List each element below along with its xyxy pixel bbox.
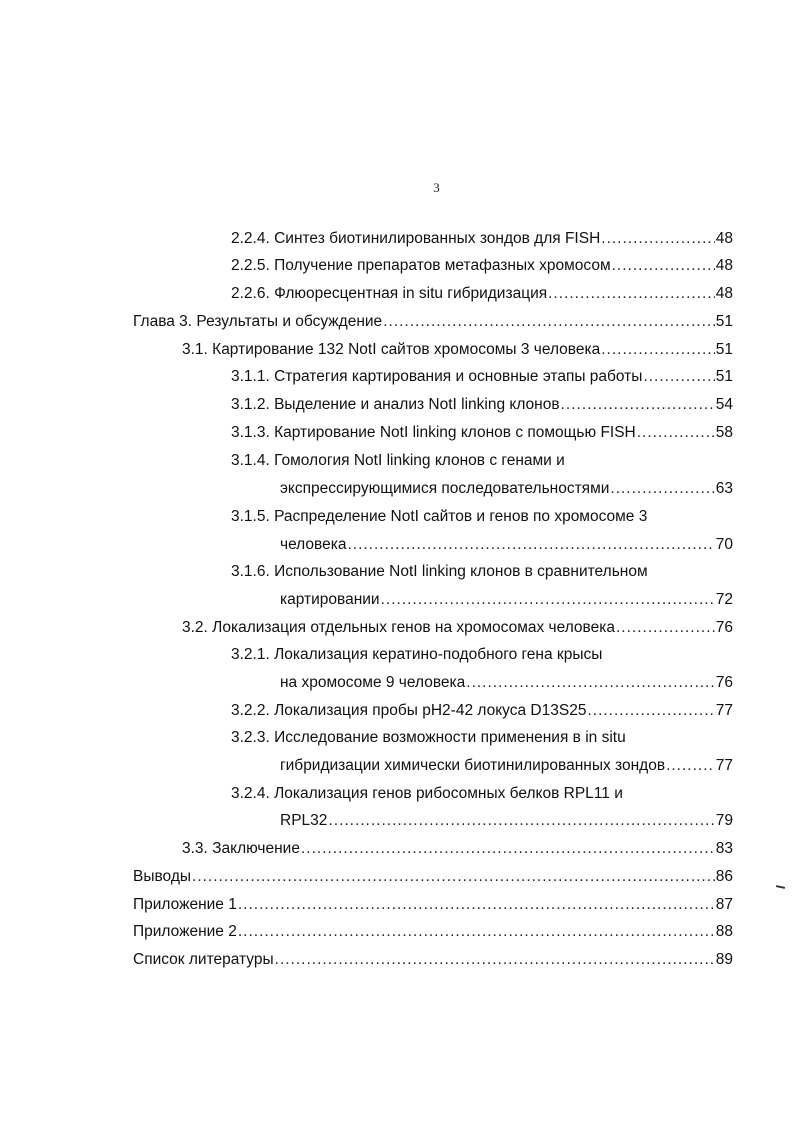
toc-entry-page: 76: [715, 619, 733, 636]
toc-entry-page: 87: [715, 896, 733, 913]
toc-entry-page: 70: [715, 536, 733, 553]
toc-entry-title: 3.1.2. Выделение и анализ NotI linking клонов: [231, 396, 560, 413]
toc-entry-appendix-1: [133, 895, 733, 915]
toc-entry-title: 3.1.3. Картирование NotI linking клонов с помощью FISH: [231, 424, 636, 441]
dot-leader: [192, 867, 715, 887]
dot-leader: [601, 340, 715, 360]
toc-entry-title: 3.1.1. Стратегия картирования и основные этапы работы: [231, 368, 643, 385]
dot-leader: [561, 395, 715, 415]
toc-entry-page: 51: [715, 313, 733, 330]
toc-entry-3-1: [182, 340, 733, 360]
dot-leader: [616, 618, 715, 638]
toc-entry-page: 54: [715, 396, 733, 413]
toc-entry-3-1-6-line2: [280, 590, 733, 610]
toc-entry-page: 48: [715, 257, 733, 274]
toc-entry-title: 3.3. Заключение: [182, 840, 300, 857]
toc-entry-title: 3.2.4. Локализация генов рибосомных белков RPL11 и: [231, 785, 623, 802]
toc-entry-page: 79: [715, 812, 733, 829]
toc-entry-title: 3.2.1. Локализация кератино-подобного гена крысы: [231, 646, 603, 663]
dot-leader: [301, 839, 715, 859]
toc-entry-3-1-4-line2: [280, 479, 733, 499]
toc-entry-title: 2.2.4. Синтез биотинилированных зондов для FISH: [231, 230, 601, 247]
toc-entry-3-1-5-line2: [280, 535, 733, 555]
toc-entry-appendix-2: [133, 922, 733, 942]
toc-entry-3-1-4-line1: [231, 451, 565, 471]
toc-entry-page: 72: [715, 591, 733, 608]
toc-entry-page: 58: [715, 424, 733, 441]
toc-entry-title-continued: на хромосоме 9 человека: [280, 674, 466, 691]
toc-entry-title: 2.2.5. Получение препаратов метафазных хромосом: [231, 257, 611, 274]
toc-entry-title: 3.1.4. Гомология NotI linking клонов с генами и: [231, 452, 565, 469]
toc-entry-3-2-1-line1: [231, 645, 602, 665]
dot-leader: [328, 811, 714, 831]
toc-entry-title: 3.2. Локализация отдельных генов на хромосомах человека: [182, 619, 615, 636]
toc-entry-page: 48: [715, 285, 733, 302]
toc-entry-title-continued: гибридизации химически биотинилированных зондов: [280, 757, 666, 774]
toc-entry-page: 86: [715, 868, 733, 885]
toc-entry-title: 3.2.3. Исследование возможности применения в in situ: [231, 729, 626, 746]
toc-entry-3-2-3-line2: [280, 756, 733, 776]
toc-entry-2-2-4: [231, 229, 733, 249]
toc-entry-page: 51: [715, 368, 733, 385]
toc-entry-page: 48: [715, 230, 733, 247]
toc-entry-title-continued: RPL32: [280, 812, 328, 829]
toc-entry-page: 63: [715, 480, 733, 497]
dot-leader: [601, 229, 714, 249]
toc-entry-title: Глава 3. Результаты и обсуждение: [133, 313, 383, 330]
toc-entry-title-continued: экспрессирующимися последовательностями: [280, 480, 610, 497]
toc-entry-3-1-6-line1: [231, 562, 648, 582]
dot-leader: [612, 256, 715, 276]
dot-leader: [347, 535, 714, 555]
toc-entry-3-1-1: [231, 367, 733, 387]
toc-entry-page: 89: [715, 951, 733, 968]
dot-leader: [381, 590, 715, 610]
toc-entry-3-3: [182, 839, 733, 859]
toc-entry-3-2-1-line2: [280, 673, 733, 693]
toc-entry-conclusions: [133, 867, 733, 887]
toc-entry-3-2-3-line1: [231, 728, 626, 748]
dot-leader: [610, 479, 714, 499]
toc-entry-title: Приложение 1: [133, 896, 237, 913]
toc-entry-title: Выводы: [133, 868, 192, 885]
toc-entry-title: 3.1. Картирование 132 NotI сайтов хромосомы 3 человека: [182, 341, 601, 358]
toc-entry-title: 3.1.6. Использование NotI linking клонов в сравнительном: [231, 563, 648, 580]
toc-entry-3-1-2: [231, 395, 733, 415]
toc-entry-title: 3.2.2. Локализация пробы pH2-42 локуса D13S25: [231, 702, 587, 719]
toc-entry-title: 2.2.6. Флюоресцентная in situ гибридизация: [231, 285, 548, 302]
toc-entry-3-2-4-line2: [280, 811, 733, 831]
toc-entry-title-continued: картировании: [280, 591, 380, 608]
toc-entry-page: 88: [715, 923, 733, 940]
toc-entry-3-2-4-line1: [231, 784, 623, 804]
dot-leader: [238, 895, 715, 915]
dot-leader: [466, 673, 714, 693]
toc-entry-chapter-3: [133, 312, 733, 332]
toc-entry-title: Приложение 2: [133, 923, 237, 940]
scan-artifact-mark: [776, 885, 785, 889]
dot-leader: [637, 423, 715, 443]
toc-entry-page: 83: [715, 840, 733, 857]
dot-leader: [548, 284, 715, 304]
dot-leader: [383, 312, 715, 332]
toc-entry-page: 51: [715, 341, 733, 358]
toc-entry-2-2-6: [231, 284, 733, 304]
page-number: 3: [433, 180, 440, 195]
toc-entry-page: 76: [715, 674, 733, 691]
toc-entry-page: 77: [715, 702, 733, 719]
toc-entry-title: Список литературы: [133, 951, 274, 968]
toc-entry-3-2: [182, 618, 733, 638]
dot-leader: [666, 756, 715, 776]
toc-entry-page: 77: [715, 757, 733, 774]
toc-entry-2-2-5: [231, 256, 733, 276]
toc-entry-references: [133, 950, 733, 970]
dot-leader: [275, 950, 715, 970]
toc-entry-title: 3.1.5. Распределение NotI сайтов и генов по хромосоме 3: [231, 508, 648, 525]
toc-entry-3-2-2: [231, 701, 733, 721]
toc-entry-title-continued: человека: [280, 536, 347, 553]
dot-leader: [587, 701, 714, 721]
toc-entry-3-1-5-line1: [231, 507, 647, 527]
dot-leader: [643, 367, 714, 387]
dot-leader: [238, 922, 715, 942]
toc-entry-3-1-3: [231, 423, 733, 443]
